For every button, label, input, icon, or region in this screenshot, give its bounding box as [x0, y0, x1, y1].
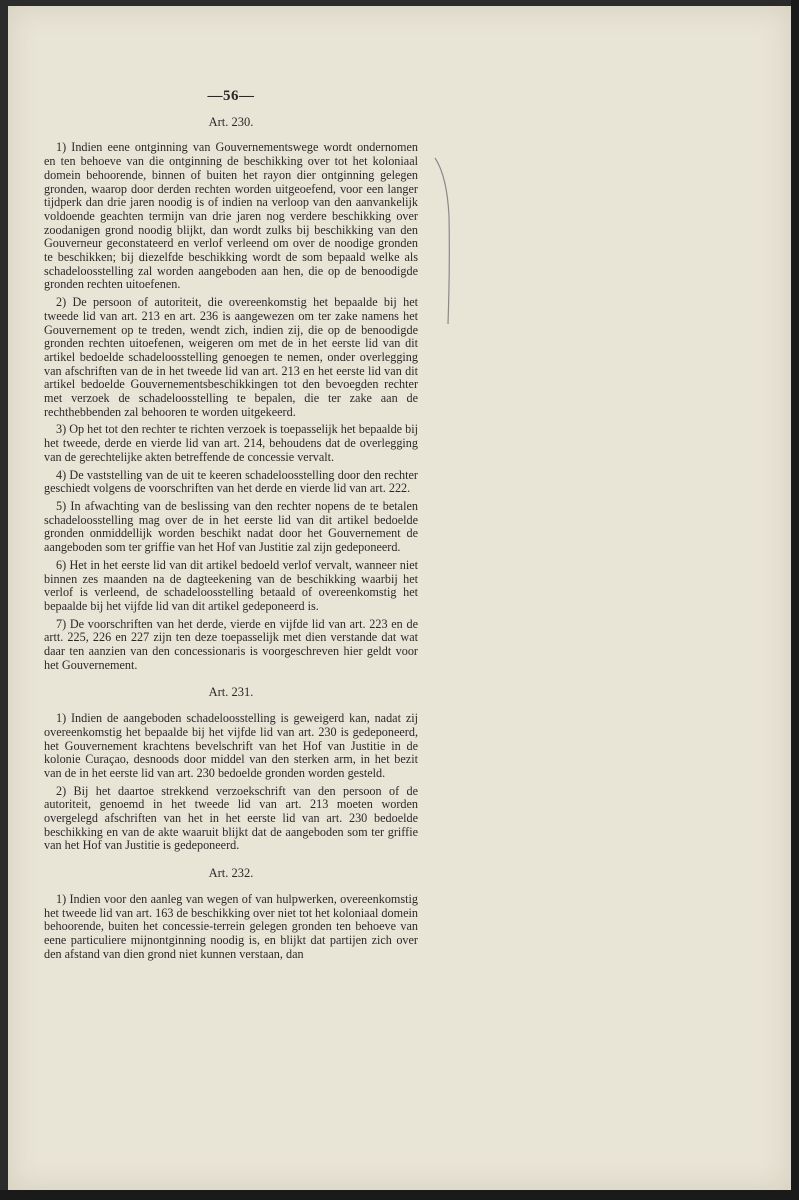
document-text	[44, 90, 418, 965]
paragraph: 5) In afwachting van de beslissing van den rechter nopens de te betalen schadeloosstelling mag over de in het eerste lid van dit artikel bedoelde gronden onmiddellijk worden beschikt nadat door het Gouvernement de aangeboden som ter griffie van het Hof van Justitie zal zijn gedeponeerd.	[44, 498, 418, 555]
paragraph: 1) Indien eene ontginning van Gouvernementswege wordt ondernomen en ten behoeve van die ontginning de beschikking over tot het koloniaal domein behoorende, binnen of buiten het rayon dier ontginning gelegen gronden, waarop door derden rechten worden uitgeoefend, voor een langer tijdperk dan drie jaren noodig is of indien na verloop van den aanvankelijk voldoende geachten termijn van drie jaren nog verdere beschikking over zoodanigen grond noodig blijkt, dan wordt zulks bij beschikking van den Gouverneur geconstateerd en verlof verleend om over de noodige gronden te beschikken; bij diezelfde beschikking wordt de som bepaald welke als schadeloosstelling zal worden aangeboden aan hen, die op de benoodigde gronden rechten uitoefenen.	[44, 140, 418, 292]
article-heading: Art. 232.	[208, 866, 254, 881]
paragraph: 2) Bij het daartoe strekkend verzoekschrift van den persoon of de autoriteit, genoemd in het tweede lid van art. 213 moeten worden overgelegd afschriften van het in het eerste lid van art. 230 bedoelde beschikking en van de akte waaruit blijkt dat de aangeboden som ter griffie van het Hof van Justitie is gedeponeerd.	[44, 783, 418, 853]
paragraph: 1) Indien de aangeboden schadeloosstelling is geweigerd kan, nadat zij overeenkomstig het bepaalde bij het vijfde lid van art. 230 is gedeponeerd, het Gouvernement krachtens bevelschrift van het Hof van Justitie in de kolonie Curaçao, desnoods door middel van den sterken arm, in het bezit van de in het eerste lid van art. 230 bedoelde gronden worden gesteld.	[44, 711, 418, 780]
article-231	[44, 686, 418, 853]
paragraph: 2) De persoon of autoriteit, die overeenkomstig het bepaalde bij het tweede lid van art. 213 en art. 236 is aangewezen om ter zake namens het Gouvernement op te treden, wendt zich, indien zij, die op de benoodigde gronden rechten uitoefenen, weigeren om met de in het eerste lid van dit artikel bedoelde schadeloosstelling genoegen te nemen, onder overlegging van afschriften van de in het tweede lid van art. 213 en het eerste lid van dit artikel bedoelde Gouvernementsbeschikkingen tot den bevoegden rechter met verzoek de schadeloosstelling te bepalen, die ter zake aan de rechthebbenden zal behooren te worden uitgekeerd.	[44, 295, 418, 419]
article-heading: Art. 231.	[208, 685, 254, 700]
article-230	[44, 116, 418, 673]
paragraph: 3) Op het tot den rechter te richten verzoek is toepasselijk het bepaalde bij het tweede, derde en vierde lid van art. 214, behoudens dat de overlegging van de gerechtelijke akten betreffende de concessie vervalt.	[44, 422, 418, 464]
page-number: —56—	[207, 88, 255, 104]
scan-edge-bottom	[0, 1190, 799, 1200]
paragraph: 4) De vaststelling van de uit te keeren schadeloosstelling door den rechter geschiedt volgens de voorschriften van het derde en vierde lid van art. 222.	[44, 467, 418, 496]
paragraph: 7) De voorschriften van het derde, vierde en vijfde lid van art. 223 en de artt. 225, 226 en 227 zijn ten deze toepasselijk met dien verstande dat wat daar ten aanzien van den concessionaris is voorgeschreven hier geldt voor het Gouvernement.	[44, 616, 418, 672]
paragraph: 6) Het in het eerste lid van dit artikel bedoeld verlof vervalt, wanneer niet binnen zes maanden na de dagteekening van de beschikking waarbij het verlof is verleend, de schadeloosstelling betaald of overeenkomstig het bepaalde bij het vijfde lid van dit artikel gedeponeerd is.	[44, 557, 418, 613]
scan-edge-right	[791, 0, 799, 1200]
margin-pencil-mark	[433, 156, 463, 326]
article-232	[44, 867, 418, 961]
article-heading: Art. 230.	[208, 114, 254, 129]
paragraph: 1) Indien voor den aanleg van wegen of van hulpwerken, overeenkomstig het tweede lid van art. 163 de beschikking over niet tot het koloniaal domein behoorende, buiten het concessie-terrein gelegen gronden ten behoeve van eene particuliere mijnontginning noodig is, en blijkt dat partijen zich over den afstand van dien grond niet kunnen verstaan, dan	[44, 891, 418, 961]
